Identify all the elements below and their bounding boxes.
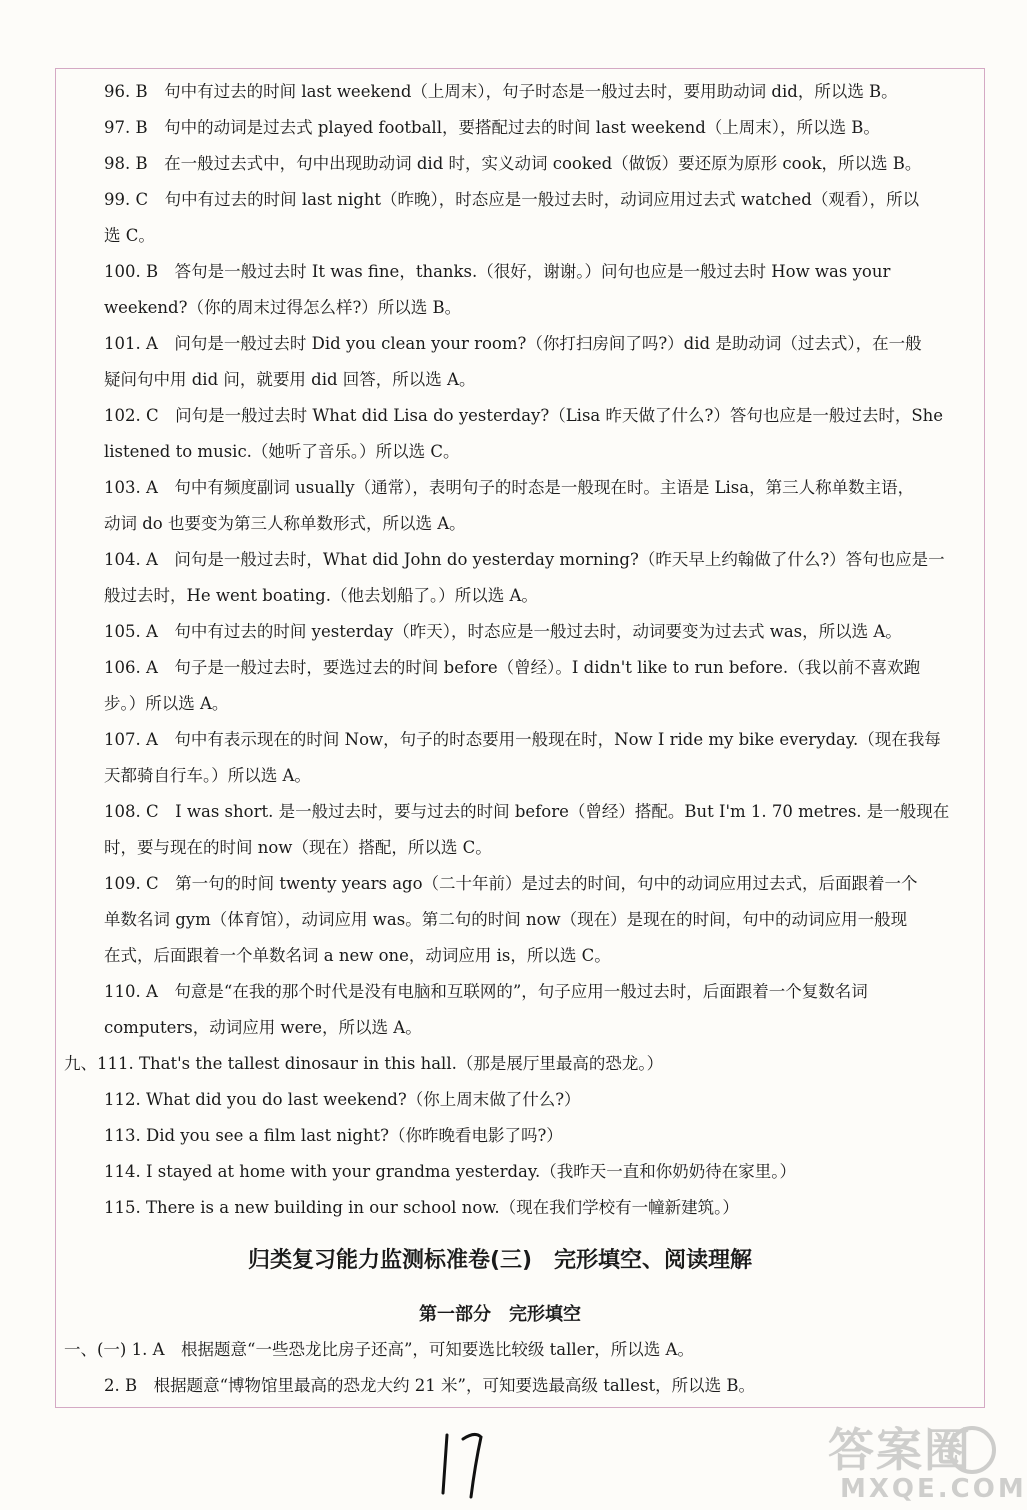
answer-line: 101. A 问句是一般过去时 Did you clean your room?（你打扫房间了吗?）did 是助动词（过去式），在一般 bbox=[104, 334, 922, 353]
answer-line: 107. A 句中有表示现在的时间 Now，句子的时态要用一般现在时，Now I ride my bike everyday.（现在我每 bbox=[104, 730, 941, 749]
answer-line: computers，动词应用 were，所以选 A。 bbox=[104, 1018, 422, 1037]
answer-line: 97. B 句中的动词是过去式 played football，要搭配过去的时间 last weekend（上周末），所以选 B。 bbox=[104, 118, 880, 137]
answer-line: 96. B 句中有过去的时间 last weekend（上周末），句子时态是一般过去时，要用助动词 did，所以选 B。 bbox=[104, 82, 898, 101]
answer-line: 般过去时，He went boating.（他去划船了。）所以选 A。 bbox=[104, 586, 538, 605]
answer-line: 109. C 第一句的时间 twenty years ago（二十年前）是过去的时间，句中的动词应用过去式，后面跟着一个 bbox=[104, 874, 918, 893]
answer-line: 在式，后面跟着一个单数名词 a new one，动词应用 is，所以选 C。 bbox=[104, 946, 611, 965]
answer-line: 108. C I was short. 是一般过去时，要与过去的时间 before（曾经）搭配。But I'm 1. 70 metres. 是一般现在 bbox=[104, 802, 950, 821]
answer-line: 99. C 句中有过去的时间 last night（昨晚），时态应是一般过去时，动词应用过去式 watched（观看），所以 bbox=[104, 190, 920, 209]
answer-line: 单数名词 gym（体育馆），动词应用 was。第二句的时间 now（现在）是现在的时间，句中的动词应用一般现 bbox=[104, 910, 908, 929]
answer-line: 102. C 问句是一般过去时 What did Lisa do yesterday?（Lisa 昨天做了什么?）答句也应是一般过去时，She bbox=[104, 406, 944, 425]
answer-line: 100. B 答句是一般过去时 It was fine，thanks.（很好，谢谢。）问句也应是一般过去时 How was your bbox=[104, 262, 891, 281]
answer-line: 选 C。 bbox=[104, 226, 155, 245]
watermark-logo-text: 答案圈 bbox=[828, 1423, 972, 1477]
answer-line: 106. A 句子是一般过去时，要选过去的时间 before（曾经）。I didn't like to run before.（我以前不喜欢跑 bbox=[104, 658, 921, 677]
answer-line: 九、111. That's the tallest dinosaur in this hall.（那是展厅里最高的恐龙。） bbox=[64, 1054, 664, 1073]
part-title: 第一部分 完形填空 bbox=[419, 1304, 581, 1325]
answer-line: 103. A 句中有频度副词 usually（通常），表明句子的时态是一般现在时。主语是 Lisa，第三人称单数主语， bbox=[104, 478, 915, 497]
answer-line: 105. A 句中有过去的时间 yesterday（昨天），时态应是一般过去时，动词要变为过去式 was，所以选 A。 bbox=[104, 622, 902, 641]
answer-line: 步。）所以选 A。 bbox=[104, 694, 229, 713]
answer-line: 110. A 句意是“在我的那个时代是没有电脑和互联网的”，句子应用一般过去时，后面跟着一个复数名词 bbox=[104, 982, 868, 1001]
answer-line: listened to music.（她听了音乐。）所以选 C。 bbox=[104, 442, 460, 461]
answer-line: 动词 do 也要变为第三人称单数形式，所以选 A。 bbox=[104, 514, 466, 533]
answer-line: 天都骑自行车。）所以选 A。 bbox=[104, 766, 311, 785]
answer-line: weekend?（你的周末过得怎么样?）所以选 B。 bbox=[104, 298, 462, 317]
watermark bbox=[822, 1412, 1027, 1510]
answer-line: 2. B 根据题意“博物馆里最高的恐龙大约 21 米”，可知要选最高级 tallest，所以选 B。 bbox=[104, 1376, 755, 1395]
answer-line: 时，要与现在的时间 now（现在）搭配，所以选 C。 bbox=[104, 838, 492, 857]
handwritten-page-number bbox=[425, 1425, 505, 1505]
answer-line: 114. I stayed at home with your grandma yesterday.（我昨天一直和你奶奶待在家里。） bbox=[104, 1162, 796, 1181]
answer-line: 115. There is a new building in our school now.（现在我们学校有一幢新建筑。） bbox=[104, 1198, 739, 1217]
answer-line: 113. Did you see a film last night?（你昨晚看电影了吗?） bbox=[104, 1126, 563, 1145]
answer-line: 112. What did you do last weekend?（你上周末做了什么?） bbox=[104, 1090, 581, 1109]
section-title: 归类复习能力监测标准卷(三) 完形填空、阅读理解 bbox=[247, 1248, 753, 1273]
watermark-url: MXQE.COM bbox=[840, 1474, 1027, 1504]
answer-line: 一、(一) 1. A 根据题意“一些恐龙比房子还高”，可知要选比较级 taller，所以选 A。 bbox=[64, 1340, 694, 1359]
answer-line: 104. A 问句是一般过去时，What did John do yesterday morning?（昨天早上约翰做了什么?）答句也应是一 bbox=[104, 550, 945, 569]
answer-line: 疑问句中用 did 问，就要用 did 回答，所以选 A。 bbox=[104, 370, 476, 389]
answer-line: 98. B 在一般过去式中，句中出现助动词 did 时，实义动词 cooked（做饭）要还原为原形 cook，所以选 B。 bbox=[104, 154, 922, 173]
